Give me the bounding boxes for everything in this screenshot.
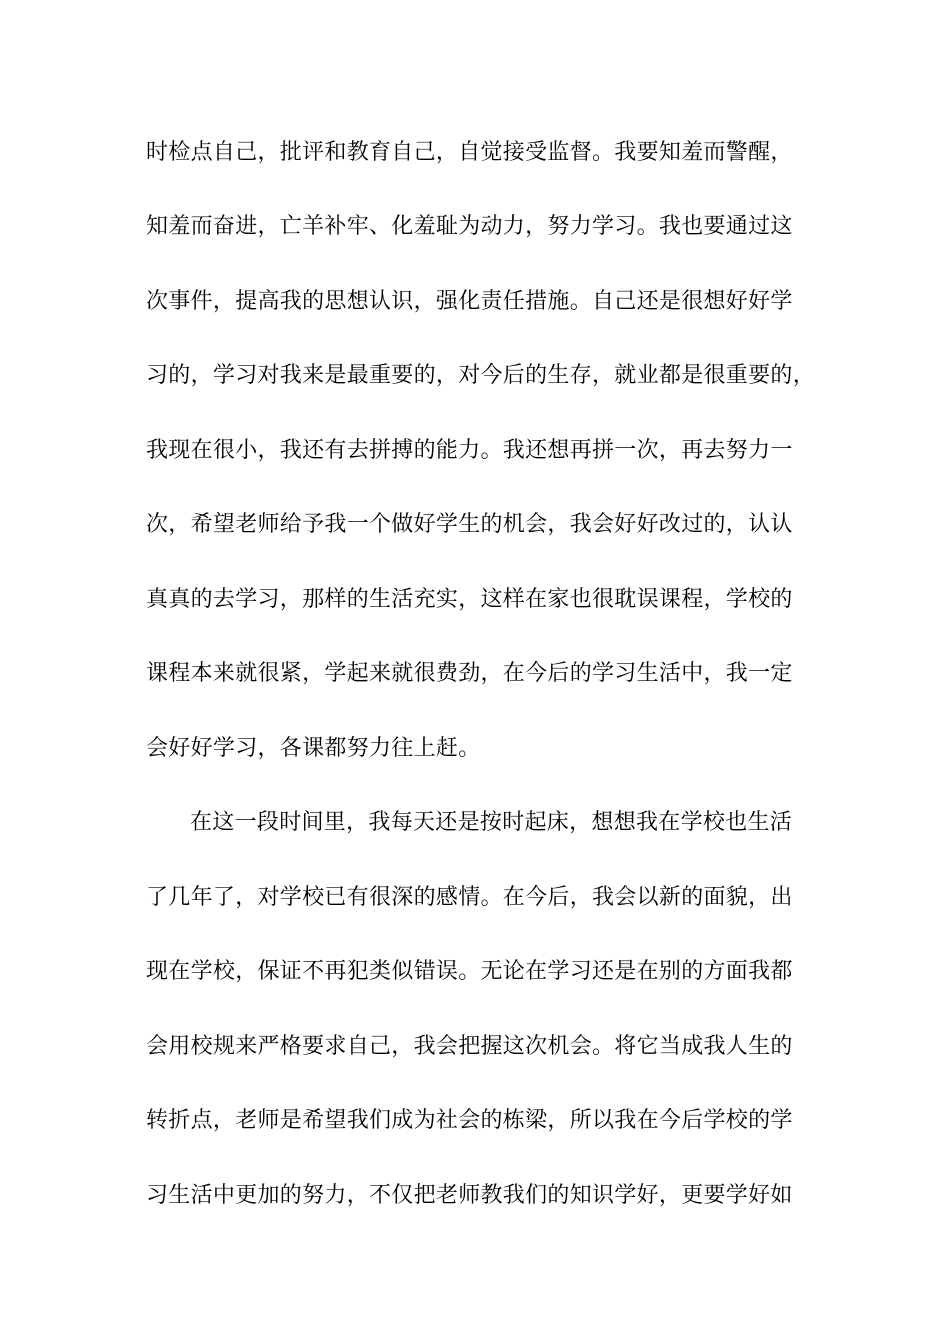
text-line: 真真的去学习，那样的生活充实，这样在家也很耽误课程，学校的 (146, 587, 793, 612)
text-line: 课程本来就很紧，学起来就很费劲，在今后的学习生活中，我一定 (146, 661, 793, 686)
text-line: 了几年了，对学校已有很深的感情。在今后，我会以新的面貌，出 (146, 885, 793, 910)
text-line: 习生活中更加的努力，不仅把老师教我们的知识学好，更要学好如 (146, 1183, 793, 1208)
text-line: 习的，学习对我来是最重要的，对今后的生存，就业都是很重要的， (146, 363, 816, 388)
text-line: 时检点自己，批评和教育自己，自觉接受监督。我要知羞而警醒， (146, 140, 793, 165)
text-line: 转折点，老师是希望我们成为社会的栋梁，所以我在今后学校的学 (146, 1108, 793, 1133)
text-line: 次，希望老师给予我一个做好学生的机会，我会好好改过的，认认 (146, 512, 793, 537)
text-line: 现在学校，保证不再犯类似错误。无论在学习还是在别的方面我都 (146, 959, 793, 984)
text-line: 我现在很小，我还有去拼搏的能力。我还想再拼一次，再去努力一 (146, 438, 793, 463)
text-line: 知羞而奋进，亡羊补牢、化羞耻为动力，努力学习。我也要通过这 (146, 214, 793, 239)
text-line: 次事件，提高我的思想认识，强化责任措施。自己还是很想好好学 (146, 289, 793, 314)
paragraph-first-line: 在这一段时间里，我每天还是按时起床，想想我在学校也生活 (190, 810, 793, 835)
text-line: 会用校规来严格要求自己，我会把握这次机会。将它当成我人生的 (146, 1034, 793, 1059)
text-line: 会好好学习，各课都努力往上赶。 (146, 736, 481, 761)
